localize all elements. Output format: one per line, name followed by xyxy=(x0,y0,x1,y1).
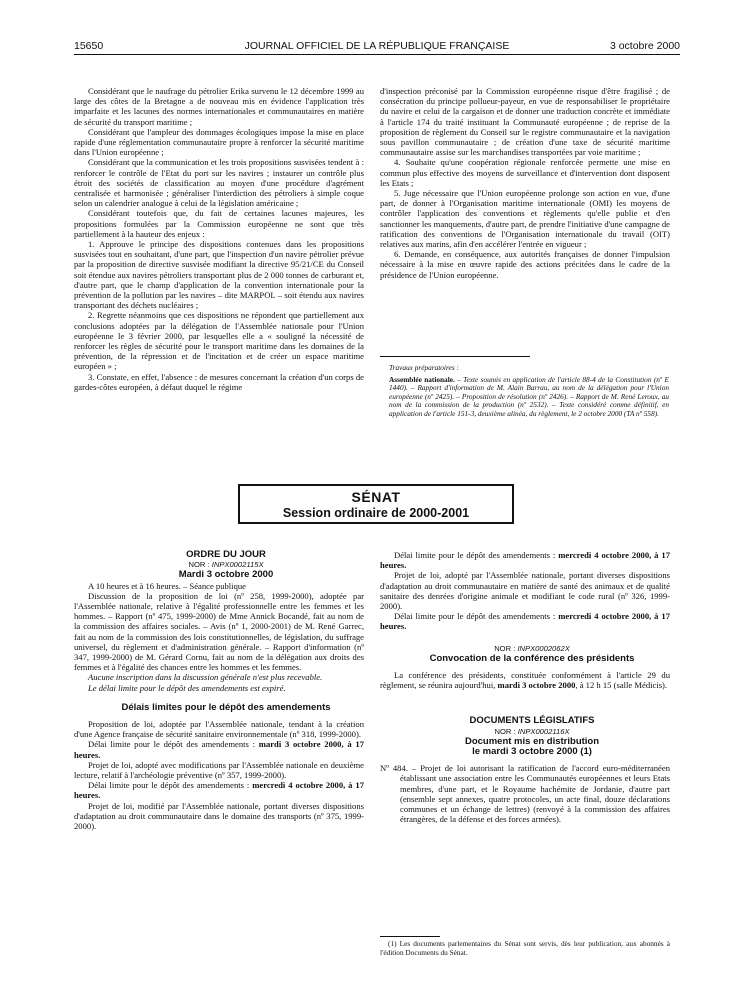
nor-code: INPX0002062X xyxy=(517,643,570,653)
convocation-text xyxy=(380,670,670,690)
delai-item-deadline xyxy=(74,739,364,759)
senat-session: Session ordinaire de 2000-2001 xyxy=(282,506,470,520)
resolution-paragraph: Considérant que l'ampleur des dommages écologiques impose la mise en place rapide d'une réglementation communautaire propre à renforcer la sécurité maritime dans l'Union européenne ; xyxy=(74,126,364,158)
convocation-date: mardi 3 octobre 2000 xyxy=(497,680,576,691)
travaux-title: Travaux préparatoires : xyxy=(389,363,459,372)
delai-date: mercredi 4 octobre 2000, à 17 heures. xyxy=(380,611,671,632)
session-date: Mardi 3 octobre 2000 xyxy=(178,569,274,581)
document-text: Projet de loi autorisant la ratification de l'accord euro-méditerranéen établissant une association entre les Communautés européennes et leurs Etats membres, d'une part, et le Royaume hachémite de Jordanie, d'autre part (ensemble sept annexes, quatre protocoles, un acte final, douze déclarations communes et un échange de lettres) (renvoyé à la commission des affaires étrangères, de la défense et des forces armées). xyxy=(400,763,670,825)
resolution-paragraph: 3. Constate, en effet, l'absence : de mesures concernant la création d'un corps de gardes-côtes européen, à défaut duquel le régime xyxy=(74,371,364,392)
travaux-text: – Texte soumis en application de l'article 88-4 de la Constitution (nº E 1440). – Rapport d'information de M. Alain Barrau, au nom de la délégation pour l'Union européenne (nº 2425). – Proposition de résolution (nº 2426). – Rapport de M. René Leroux, au nom de la commission de la production (nº 2532). – Texte considéré comme définitif, en application de l'article 151-3, deuxième alinéa, du règlement, le 2 octobre 2000 (TA nº 558). xyxy=(389,374,669,418)
delai-date: mardi 3 octobre 2000, à 17 heures. xyxy=(74,739,364,760)
travaux-lead: Assemblée nationale. xyxy=(389,374,455,384)
nor-code: INPX0002116X xyxy=(517,726,570,736)
delai-date: mercredi 4 octobre 2000, à 17 heures. xyxy=(380,550,671,571)
resolution-paragraph: 5. Juge nécessaire que l'Union européenne prolonge son action en vue, d'une part, de donner à l'Organisation maritime internationale (OMI) les moyens de contrôler l'application des conventions et règlements qu'elle publie et d'en sanctionner les manquements, d'autre part, de prendre l'initiative d'une campagne de ratification des conventions de l'Organisation internationale du travail (OIT) relatives aux marins, afin d'en accélérer l'entrée en vigueur ; xyxy=(380,188,670,250)
senat-title: SÉNAT xyxy=(351,489,401,505)
resolution-paragraph: d'inspection préconisé par la Commission européenne risque d'être fragilisé ; de consécration du principe pollueur-payeur, en vue de responsabiliser le propriétaire du navire et celui de la cargaison et de donner une traduction concrète et immédiate à l'article 174 du traité instituant la Communauté européenne ; de reprise de la proposition de règlement du Conseil sur le registre communautaire et la navigation sous pavillon communautaire ; de création d'une taxe de sécurité maritime communautaire assise sur les marchandises transportées par voie maritime ; xyxy=(380,86,670,158)
document-item xyxy=(380,763,670,824)
nor-code: INPX0002115X xyxy=(211,560,264,570)
senat-column-left xyxy=(74,550,364,831)
nor-label: NOR : xyxy=(188,560,210,570)
resolution-paragraph: Considérant que le naufrage du pétrolier Erika survenu le 12 décembre 1999 au large des côtes de la Bretagne a de nouveau mis en évidence l'application très imparfaite et les lacunes des normes internationales et communautaires en matière de sécurité du transport maritime ; xyxy=(74,86,364,127)
delai-item-text: Projet de loi, adopté avec modifications par l'Assemblée nationale en deuxième lecture, relatif à l'archéologie préventive (nº 357, 1999-2000). xyxy=(74,759,364,781)
delai-label: Délai limite pour le dépôt des amendements : xyxy=(394,550,556,560)
issue-date: 3 octobre 2000 xyxy=(609,40,680,52)
convocation-heading: Convocation de la conférence des présidents xyxy=(429,652,635,664)
page-number: 15650 xyxy=(74,40,104,52)
page-header xyxy=(74,40,680,54)
delai-item-text: Proposition de loi, adoptée par l'Assemblée nationale, tendant à la création d'une Agence française de sécurité sanitaire environnementale (nº 318, 1999-2000). xyxy=(74,719,364,740)
delai-item-deadline xyxy=(380,550,670,570)
resolution-column-left xyxy=(74,86,364,392)
delai-label: Délai limite pour le dépôt des amendements : xyxy=(88,780,250,791)
documents-heading: DOCUMENTS LÉGISLATIFS xyxy=(469,715,595,727)
seance-time: A 10 heures et à 16 heures. – Séance publique xyxy=(88,580,246,591)
senat-banner xyxy=(238,484,514,524)
journal-title: JOURNAL OFFICIEL DE LA RÉPUBLIQUE FRANÇAISE xyxy=(244,40,510,52)
delai-label: Délai limite pour le dépôt des amendements : xyxy=(394,611,556,622)
header-rule xyxy=(74,54,680,55)
ordre-du-jour-heading: ORDRE DU JOUR xyxy=(186,549,266,560)
resolution-paragraph: 2. Regrette néanmoins que ces dispositions ne répondent que partiellement aux conclusions adoptées par la délégation de l'Assemblée nationale pour l'Union européenne le 3 février 2000, par lesquelles elle a « souligné la nécessité de renforcer les règles de sécurité pour le transport maritime dans les domaines de la prévention, de la répression et de l'incitation et de créer un espace maritime européen » ; xyxy=(74,310,364,372)
resolution-paragraph: 6. Demande, en conséquence, aux autorités françaises de donner l'impulsion nécessaire à la mise en œuvre rapide des actions précitées dans le cadre de la présidence de l'Union européenne. xyxy=(380,249,670,280)
document-number: Nº 484. – xyxy=(380,763,417,774)
delai-expire-note: Le délai limite pour le dépôt des amendements est expiré. xyxy=(88,682,286,693)
convocation-text-a: La conférence des présidents, constituée conformément à l'article 29 du règlement, se réunira aujourd'hui, xyxy=(380,670,670,691)
no-inscription-note: Aucune inscription dans la discussion générale n'est plus recevable. xyxy=(88,672,323,683)
discussion-text: Discussion de la proposition de loi (nº 258, 1999-2000), adoptée par l'Assemblée nationale, relative à l'égalité professionnelle entre les femmes et les hommes. – Rapport (nº 475, 1999-2000) de Mme Annick Bocandé, fait au nom de la commission des affaires sociales. – Avis (nº 1, 2000-2001) de M. René Garrec, fait au nom de la commission des lois constitutionnelles, de législation, du suffrage universel, du règlement et d'administration générale. – Rapport d'information (nº 347, 1999-2000) de M. Gérard Cornu, fait au nom de la délégation aux droits des femmes et à l'égalité des chances entre les hommes et les femmes. xyxy=(74,590,364,673)
delai-item-deadline xyxy=(74,780,364,800)
senat-column-right xyxy=(380,550,670,824)
resolution-paragraph: 4. Souhaite qu'une coopération régionale renforcée permette une mise en commun plus effective des moyens de surveillance et d'intervention dont disposent les Etats ; xyxy=(380,157,670,188)
resolution-column-right xyxy=(380,86,670,280)
resolution-paragraph: Considérant que la communication et les trois propositions susvisées tendent à : renforcer le contrôle de l'Etat du port sur les navires ; instaurer un contrôle plus étroit des sociétés de classification au moyen d'une procédure d'agrément centralisée et harmonisée ; généraliser l'interdiction des pétroliers à simple coque selon un calendrier analogue à celui de la législation américaine ; xyxy=(74,157,364,209)
delai-label: Délai limite pour le dépôt des amendements : xyxy=(88,739,256,750)
footnote xyxy=(380,940,670,957)
delai-item-text: Projet de loi, adopté par l'Assemblée nationale, portant diverses dispositions d'adaptation au droit communautaire en matière de santé des animaux et de qualité sanitaire des denrées d'origine animale et modifiant le code rural (nº 326, 1999-2000). xyxy=(380,570,670,612)
documents-subheading-2: le mardi 3 octobre 2000 (1) xyxy=(472,746,592,758)
resolution-paragraph: Considérant toutefois que, du fait de certaines lacunes majeures, les propositions formulées par la Commission européenne ne sont que très partiellement à la hauteur des enjeux : xyxy=(74,208,364,239)
convocation-text-c: , à 12 h 15 (salle Médicis). xyxy=(575,680,668,691)
travaux-rule xyxy=(380,356,530,357)
delai-date: mercredi 4 octobre 2000, à 17 heures. xyxy=(74,780,365,801)
documents-subheading-1: Document mis en distribution xyxy=(464,735,600,747)
travaux-body xyxy=(389,376,669,419)
delai-item-deadline xyxy=(380,611,670,631)
resolution-paragraph: 1. Approuve le principe des dispositions contenues dans les propositions susvisées tout en souhaitant, d'une part, que l'inspection d'un navire pétrolier prévue par la proposition de directive susvisée modifiant la directive 95/21/CE du Conseil soit étendue aux navires pétroliers transportant plus de 2 000 tonnes de carburant et, d'autre part, que le champ d'application de la convention internationale pour la prévention de la pollution par les navires – dite MARPOL – soit étendu aux navires transportant des déchets nucléaires ; xyxy=(74,239,364,311)
delai-item-text: Projet de loi, modifié par l'Assemblée nationale, portant diverses dispositions d'adaptation au droit communautaire dans le domaine des transports (nº 375, 1999-2000). xyxy=(74,800,364,832)
footnote-text: (1) Les documents parlementaires du Sénat sont servis, dès leur publication, aux abonnés à l'édition Documents du Sénat. xyxy=(380,939,670,957)
travaux-preparatoires xyxy=(389,364,669,419)
footnote-rule xyxy=(380,936,440,937)
nor-label: NOR : xyxy=(494,726,516,736)
delais-heading: Délais limites pour le dépôt des amendements xyxy=(121,701,331,713)
nor-label: NOR : xyxy=(494,643,516,653)
